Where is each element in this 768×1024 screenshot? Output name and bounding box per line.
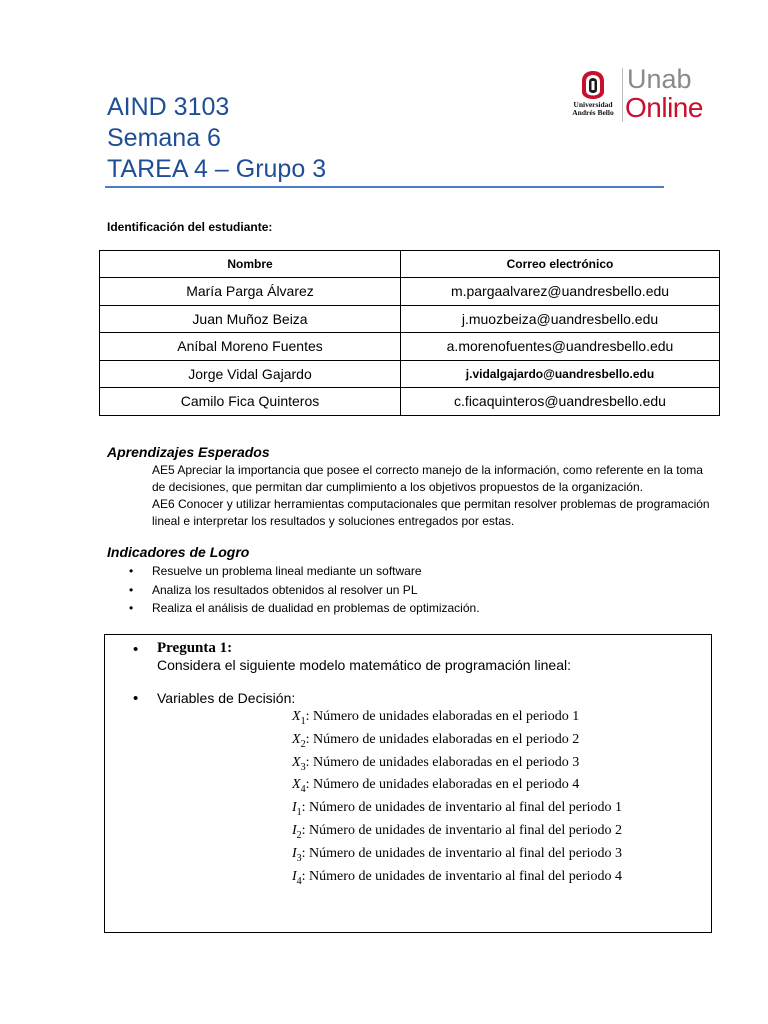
students-table [99, 250, 720, 416]
bullet: • [133, 641, 139, 658]
variable-definition: $I_1$: Número de unidades de inventario al final del periodo 1 [292, 800, 623, 818]
document-title-block [107, 92, 326, 185]
logo-online-text: Online [625, 92, 703, 123]
week-label: Semana 6 [107, 124, 221, 152]
logo-divider [622, 68, 623, 122]
variable-definition: $I_3$: Número de unidades de inventario al final del periodo 3 [292, 845, 623, 864]
question-title: Pregunta 1: [157, 640, 233, 656]
student-email: j.vidalgajardo@uandresbello.edu [401, 360, 720, 388]
question-box [104, 634, 712, 933]
indicators-list [107, 562, 480, 618]
ae5-paragraph: AE5 Apreciar la importancia que posee el correcto manejo de la información, como referente en la toma de decisiones, que permitan dar cumplimiento a los objetivos propuestos de la organización. [152, 463, 703, 494]
table-header-row [100, 251, 720, 278]
table-row [100, 305, 720, 333]
assignment-title: TAREA 4 – Grupo 3 [107, 155, 327, 183]
student-id-label: Identificación del estudiante: [107, 220, 273, 234]
student-name: Camilo Fica Quinteros [100, 388, 401, 416]
variable-definition: $X_4$: Número de unidades elaboradas en el periodo 4 [292, 777, 580, 796]
student-name: Jorge Vidal Gajardo [100, 360, 401, 388]
bullet: • [133, 690, 139, 707]
title-underline [105, 186, 664, 188]
course-code: AIND 3103 [107, 93, 230, 121]
student-email: m.pargaalvarez@uandresbello.edu [401, 278, 720, 306]
student-email: c.ficaquinteros@uandresbello.edu [401, 388, 720, 416]
table-row [100, 333, 720, 361]
list-item: • Resuelve un problema lineal mediante un software [107, 562, 480, 581]
aprendizajes-heading: Aprendizajes Esperados [107, 444, 270, 460]
logo-university-line1: Universidad [573, 100, 613, 109]
student-email: j.muozbeiza@uandresbello.edu [401, 305, 720, 333]
unab-online-logo [567, 66, 707, 126]
student-name: Juan Muñoz Beiza [100, 305, 401, 333]
variable-definition: $X_1$: Número de unidades elaboradas en el periodo 1 [292, 709, 580, 727]
list-item: • Analiza los resultados obtenidos al resolver un PL [107, 581, 480, 600]
variable-definition: $X_3$: Número de unidades elaboradas en el periodo 3 [292, 754, 580, 773]
variable-definition: $I_2$: Número de unidades de inventario al final del periodo 2 [292, 822, 623, 841]
table-row [100, 388, 720, 416]
variable-definition: $X_2$: Número de unidades elaboradas en el periodo 2 [292, 731, 580, 750]
logo-unab-text: Unab [627, 64, 692, 94]
ae6-paragraph: AE6 Conocer y utilizar herramientas computacionales que permitan resolver problemas de programación lineal e interpretar los resultados y soluciones entregados por estas. [152, 497, 710, 528]
question-intro: Considera el siguiente modelo matemático de programación lineal: [157, 657, 572, 673]
variable-definition: $I_4$: Número de unidades de inventario al final del periodo 4 [292, 868, 623, 887]
logo-university-line2: Andrés Bello [572, 108, 614, 117]
decision-variables-label: Variables de Decisión: [157, 690, 296, 706]
table-row [100, 360, 720, 388]
student-name: Aníbal Moreno Fuentes [100, 333, 401, 361]
indicadores-heading: Indicadores de Logro [107, 544, 250, 560]
table-row [100, 278, 720, 306]
column-header-email: Correo electrónico [401, 251, 720, 278]
student-name: María Parga Álvarez [100, 278, 401, 306]
student-email: a.morenofuentes@uandresbello.edu [401, 333, 720, 361]
list-item: • Realiza el análisis de dualidad en problemas de optimización. [107, 599, 480, 618]
university-seal-icon [580, 70, 606, 100]
decision-variables-list [292, 708, 622, 890]
column-header-name: Nombre [100, 251, 401, 278]
